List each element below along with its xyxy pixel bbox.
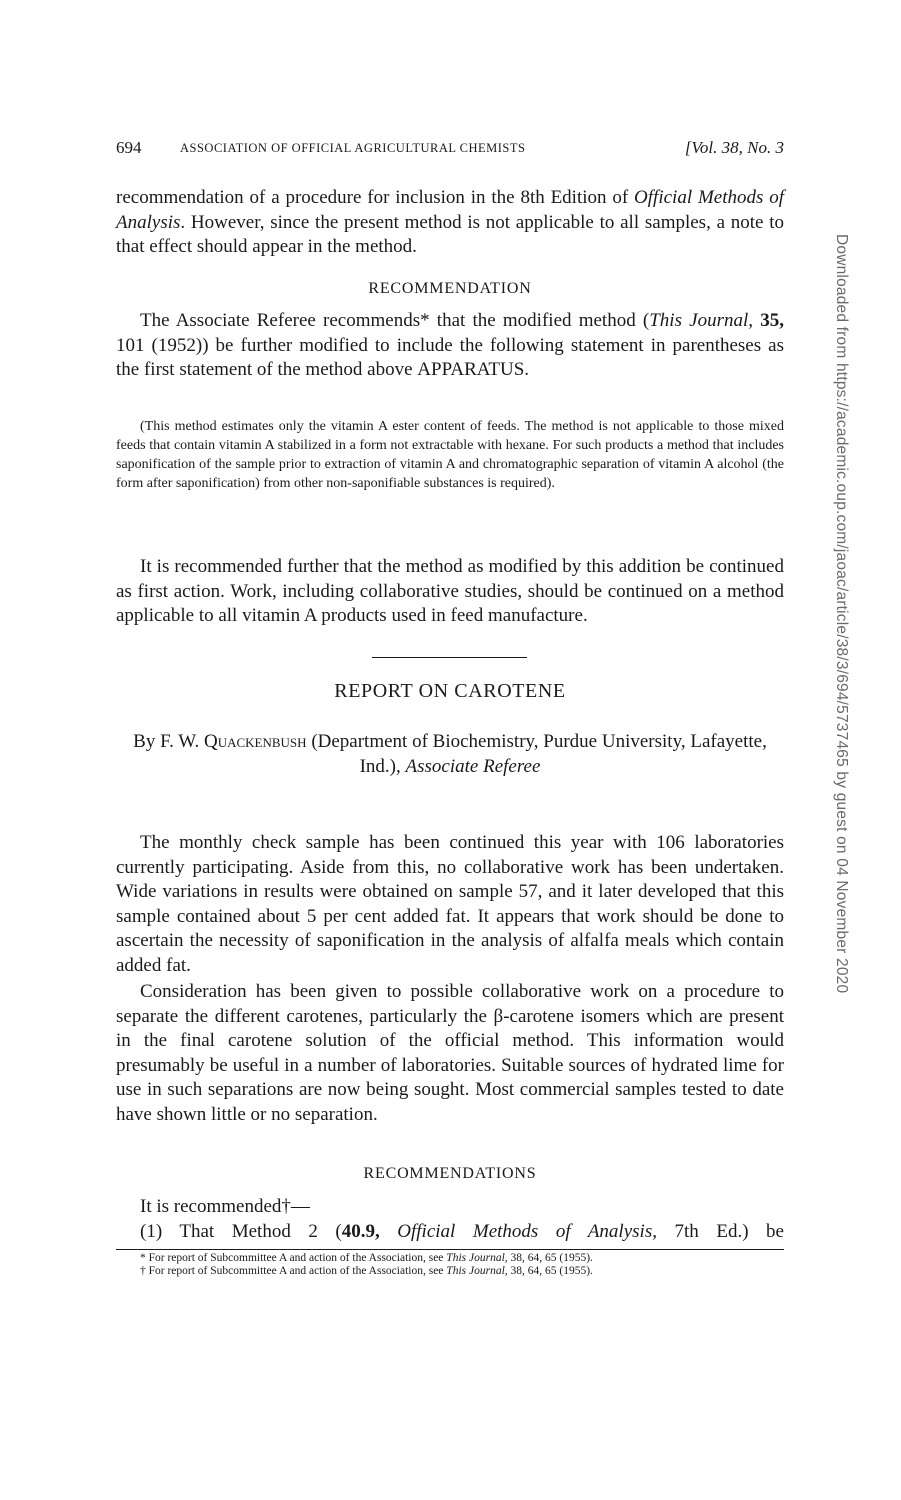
section-divider [372, 657, 527, 658]
smallcaps-term: APPARATUS. [417, 359, 530, 380]
text-run: Consideration has been given to possible collaborative work on a procedure to separate the different carotenes, particularly the β-carotene isomers which are present in the final carotene solution of the official method. This information would presumably be useful in a number of laboratories. Suitable sources of hydrated lime for use in such separations are now being sought. Most commercial samples tested to date have shown little or no separation. [116, 981, 784, 1125]
author-affiliation: (Department of Biochemistry, Purdue University, Lafayette, Ind.), [306, 731, 767, 777]
text-run: * For report of Subcommittee A and action of the Association, see [140, 1252, 447, 1264]
text-run: It is recommended further that the method as modified by this addition be continued as first action. Work, including collaborative studies, should be continued on a method applicable to all vitamin A products used in feed manufacture. [116, 556, 784, 626]
section-heading-recommendation: RECOMMENDATION [368, 280, 532, 297]
journal-name: ASSOCIATION OF OFFICIAL AGRICULTURAL CHEMISTS [180, 141, 526, 155]
running-header [116, 138, 784, 162]
download-watermark [833, 234, 868, 1174]
text-run: 38, 64, 65 (1955). [507, 1265, 593, 1277]
text-run: recommendation of a procedure for inclusion in the 8th Edition of [116, 187, 635, 208]
text-run: . However, since the present method is not applicable to all samples, a note to that effect should appear in the method. [116, 211, 784, 257]
text-run: 38, 64, 65 (1955). [507, 1252, 593, 1264]
text-run: 101 (1952)) be further modified to include the following statement in parentheses as the first statement of the method above [116, 334, 784, 380]
parenthetical-note: (This method estimates only the vitamin A ester content of feeds. The method is not applicable to those mixed feeds that contain vitamin A stabilized in a form not extractable with hexane. For such products a method that includes saponification of the sample prior to extraction of vitamin A and chromatographic separation of vitamin A alcohol (the form after saponification) from other non-saponifiable substances is required). [116, 419, 784, 491]
text-run: The Associate Referee recommends* that the modified method ( [140, 310, 650, 331]
italic-journal: This Journal, [446, 1252, 508, 1264]
italic-title: Official Methods of Analysis [116, 187, 784, 233]
text-run: † For report of Subcommittee A and action of the Association, see [140, 1265, 447, 1277]
paragraph-recommendation [116, 309, 784, 383]
paragraph-intro [116, 186, 784, 260]
recommendation-intro: It is recommended†— [140, 1196, 310, 1217]
footnote-rule [116, 1249, 784, 1250]
bold-section-number: 40.9, [341, 1221, 380, 1242]
italic-title: Official Methods of Analysis, [397, 1221, 657, 1242]
footnotes [140, 1252, 784, 1278]
recommendation-item-1 [140, 1220, 784, 1245]
italic-journal: This Journal, [649, 310, 754, 331]
bold-volume: 35, [760, 310, 784, 331]
report-title: REPORT ON CAROTENE [334, 680, 566, 702]
volume-issue: [Vol. 38, No. 3 [684, 138, 784, 157]
text-run: 7th Ed.) be [656, 1221, 784, 1242]
footnote-dagger [140, 1265, 784, 1278]
footnote-asterisk [140, 1252, 784, 1265]
text-run: The monthly check sample has been continued this year with 106 laboratories currently participating. Aside from this, no collaborative work has been undertaken. Wide variations in results were obtained on sample 57, and it later developed that this sample contained about 5 per cent added fat. It appears that work should be done to ascertain the necessity of saponification in the analysis of alfalfa meals which contain added fat. [116, 832, 784, 976]
author-name: Quackenbush [203, 731, 307, 752]
text-run: (1) That Method 2 ( [140, 1221, 342, 1242]
paragraph-further [116, 555, 784, 629]
section-heading-recommendations: RECOMMENDATIONS [363, 1165, 537, 1182]
italic-journal: This Journal, [446, 1265, 508, 1277]
paragraph-carotenes [116, 980, 784, 1127]
paragraph-check-sample [116, 831, 784, 978]
download-notice[interactable]: Downloaded from https://academic.oup.com/jaoac/article/38/3/694/5737465 by guest on 04 November 2020 [833, 234, 850, 994]
text-run: By F. W. [133, 731, 204, 752]
page-number: 694 [116, 138, 142, 157]
text-run [380, 1221, 398, 1242]
author-role: Associate Referee [405, 756, 541, 777]
byline [116, 729, 784, 779]
